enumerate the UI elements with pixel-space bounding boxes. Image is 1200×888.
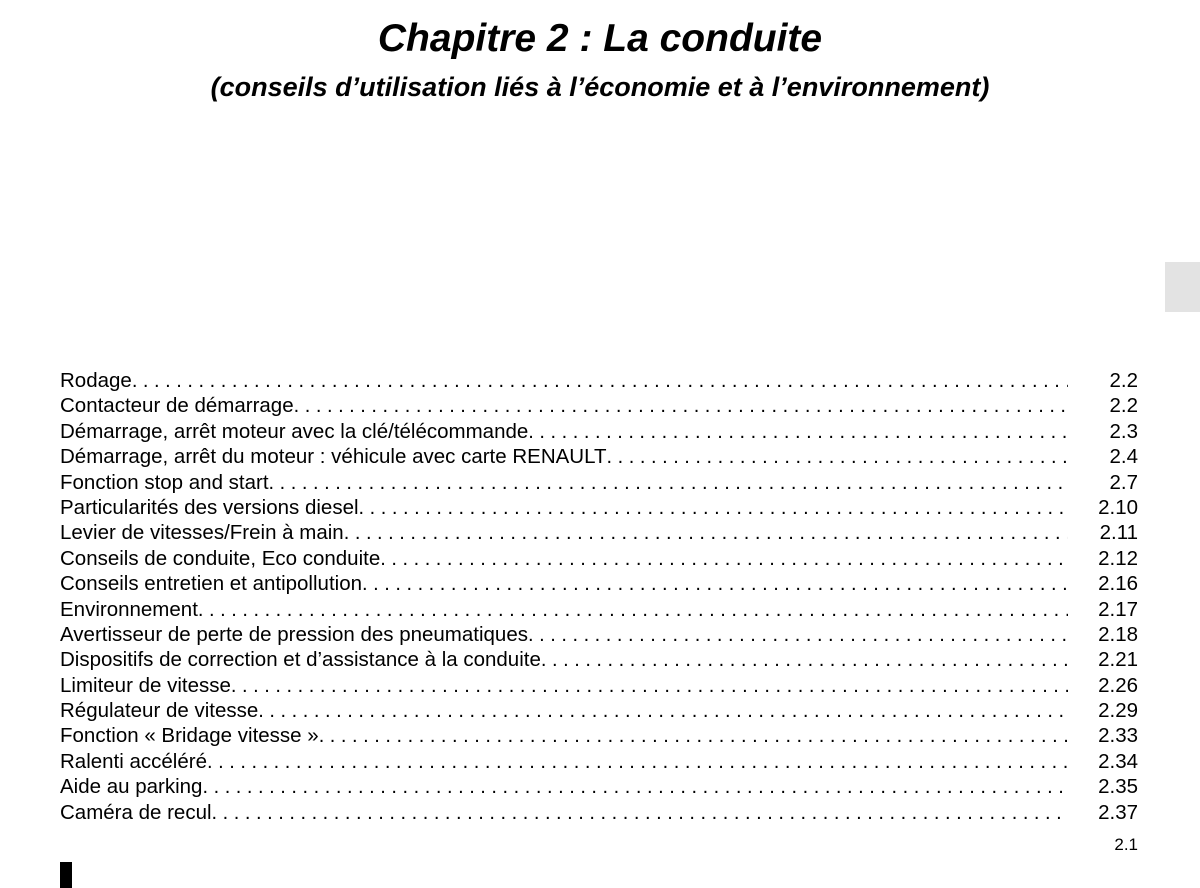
toc-entry-page: 2.37: [1098, 800, 1138, 824]
toc-entry-page: 2.26: [1098, 673, 1138, 697]
toc-entry-label: Levier de vitesses/Frein à main: [60, 521, 344, 545]
toc-entry-page: 2.21: [1098, 648, 1138, 672]
toc-entry-label: Contacteur de démarrage: [60, 394, 294, 418]
toc-leader-dots: [202, 775, 1068, 800]
toc-entry[interactable]: [60, 571, 1138, 596]
toc-entry-label: Ralenti accéléré: [60, 749, 207, 773]
toc-entry-page: 2.17: [1098, 597, 1138, 621]
toc-entry-label: Rodage: [60, 369, 132, 392]
toc-entry-page: 2.10: [1098, 495, 1138, 519]
chapter-subtitle: (conseils d’utilisation liés à l’économie et à l’environnement): [210, 72, 990, 102]
toc-leader-dots: [362, 572, 1068, 597]
toc-entry-label: Limiteur de vitesse: [60, 673, 231, 697]
toc-entry-page: 2.33: [1098, 724, 1138, 748]
toc-entry-label: Conseils entretien et antipollution: [60, 572, 362, 596]
toc-entry-label: Aide au parking: [60, 775, 203, 799]
toc-entry[interactable]: [60, 444, 1138, 469]
toc-entry[interactable]: [60, 495, 1138, 520]
toc-entry-label: Avertisseur de perte de pression des pneumatiques: [60, 622, 528, 646]
toc-entry[interactable]: [60, 647, 1138, 672]
toc-entry-page: 2.12: [1098, 546, 1138, 570]
toc-leader-dots: [541, 648, 1068, 673]
toc-entry-label: Caméra de recul: [60, 800, 212, 824]
margin-marker: [60, 862, 72, 888]
toc-entry-label: Environnement: [60, 597, 198, 621]
toc-entry[interactable]: [60, 470, 1138, 495]
toc-leader-dots: [198, 598, 1068, 623]
toc-entry[interactable]: [60, 723, 1138, 748]
toc-entry-label: Fonction stop and start: [60, 470, 269, 494]
toc-entry-page: 2.4: [1109, 445, 1138, 469]
toc-leader-dots: [212, 801, 1068, 826]
toc-entry[interactable]: [60, 393, 1138, 418]
toc-entry[interactable]: [60, 698, 1138, 723]
toc-entry[interactable]: [60, 800, 1138, 825]
toc-entry-label: Démarrage, arrêt moteur avec la clé/télécommande: [60, 419, 529, 443]
toc-entry[interactable]: [60, 597, 1138, 622]
toc-leader-dots: [359, 496, 1068, 521]
toc-entry-label: Démarrage, arrêt du moteur : véhicule avec carte RENAULT: [60, 445, 607, 469]
toc-leader-dots: [231, 674, 1068, 699]
toc-entry-page: 2.3: [1109, 419, 1138, 443]
toc-leader-dots: [380, 547, 1068, 572]
toc-entry[interactable]: [60, 419, 1138, 444]
toc-leader-dots: [258, 699, 1068, 724]
toc-entry[interactable]: [60, 520, 1138, 545]
toc-leader-dots: [294, 394, 1068, 419]
toc-entry-page: 2.7: [1109, 470, 1138, 494]
toc-entry[interactable]: [60, 368, 1138, 393]
toc-entry-page: 2.2: [1109, 394, 1138, 418]
toc-entry-page: 2.11: [1099, 521, 1138, 545]
page-number: 2.1: [1114, 835, 1138, 854]
toc-leader-dots: [528, 420, 1068, 445]
toc-entry[interactable]: [60, 622, 1138, 647]
toc-entry-page: 2.29: [1098, 699, 1138, 723]
toc-entry-page: 2.16: [1098, 572, 1138, 596]
toc-entry-label: Fonction « Bridage vitesse »: [60, 724, 319, 748]
toc-entry-label: Conseils de conduite, Eco conduite: [60, 546, 381, 570]
chapter-title: Chapitre 2 : La conduite: [377, 17, 823, 60]
toc-leader-dots: [607, 445, 1068, 470]
toc-entry-label: Régulateur de vitesse: [60, 699, 259, 723]
toc-leader-dots: [528, 623, 1068, 648]
toc-entry[interactable]: [60, 774, 1138, 799]
toc-entry[interactable]: [60, 673, 1138, 698]
toc-leader-dots: [344, 521, 1068, 546]
toc-leader-dots: [132, 369, 1068, 394]
toc-leader-dots: [207, 750, 1068, 775]
toc-entry-label: Dispositifs de correction et d’assistance à la conduite: [60, 648, 541, 672]
toc-entry-label: Particularités des versions diesel: [60, 495, 359, 519]
toc-entry[interactable]: [60, 749, 1138, 774]
chapter-side-tab: [1165, 262, 1200, 312]
toc-entry-page: 2.18: [1098, 622, 1138, 646]
toc-entry[interactable]: [60, 546, 1138, 571]
toc-leader-dots: [319, 724, 1068, 749]
table-of-contents: [60, 368, 1138, 825]
toc-entry-page: 2.2: [1109, 369, 1138, 392]
toc-entry-page: 2.35: [1098, 775, 1138, 799]
toc-entry-page: 2.34: [1098, 749, 1138, 773]
toc-leader-dots: [269, 471, 1068, 496]
